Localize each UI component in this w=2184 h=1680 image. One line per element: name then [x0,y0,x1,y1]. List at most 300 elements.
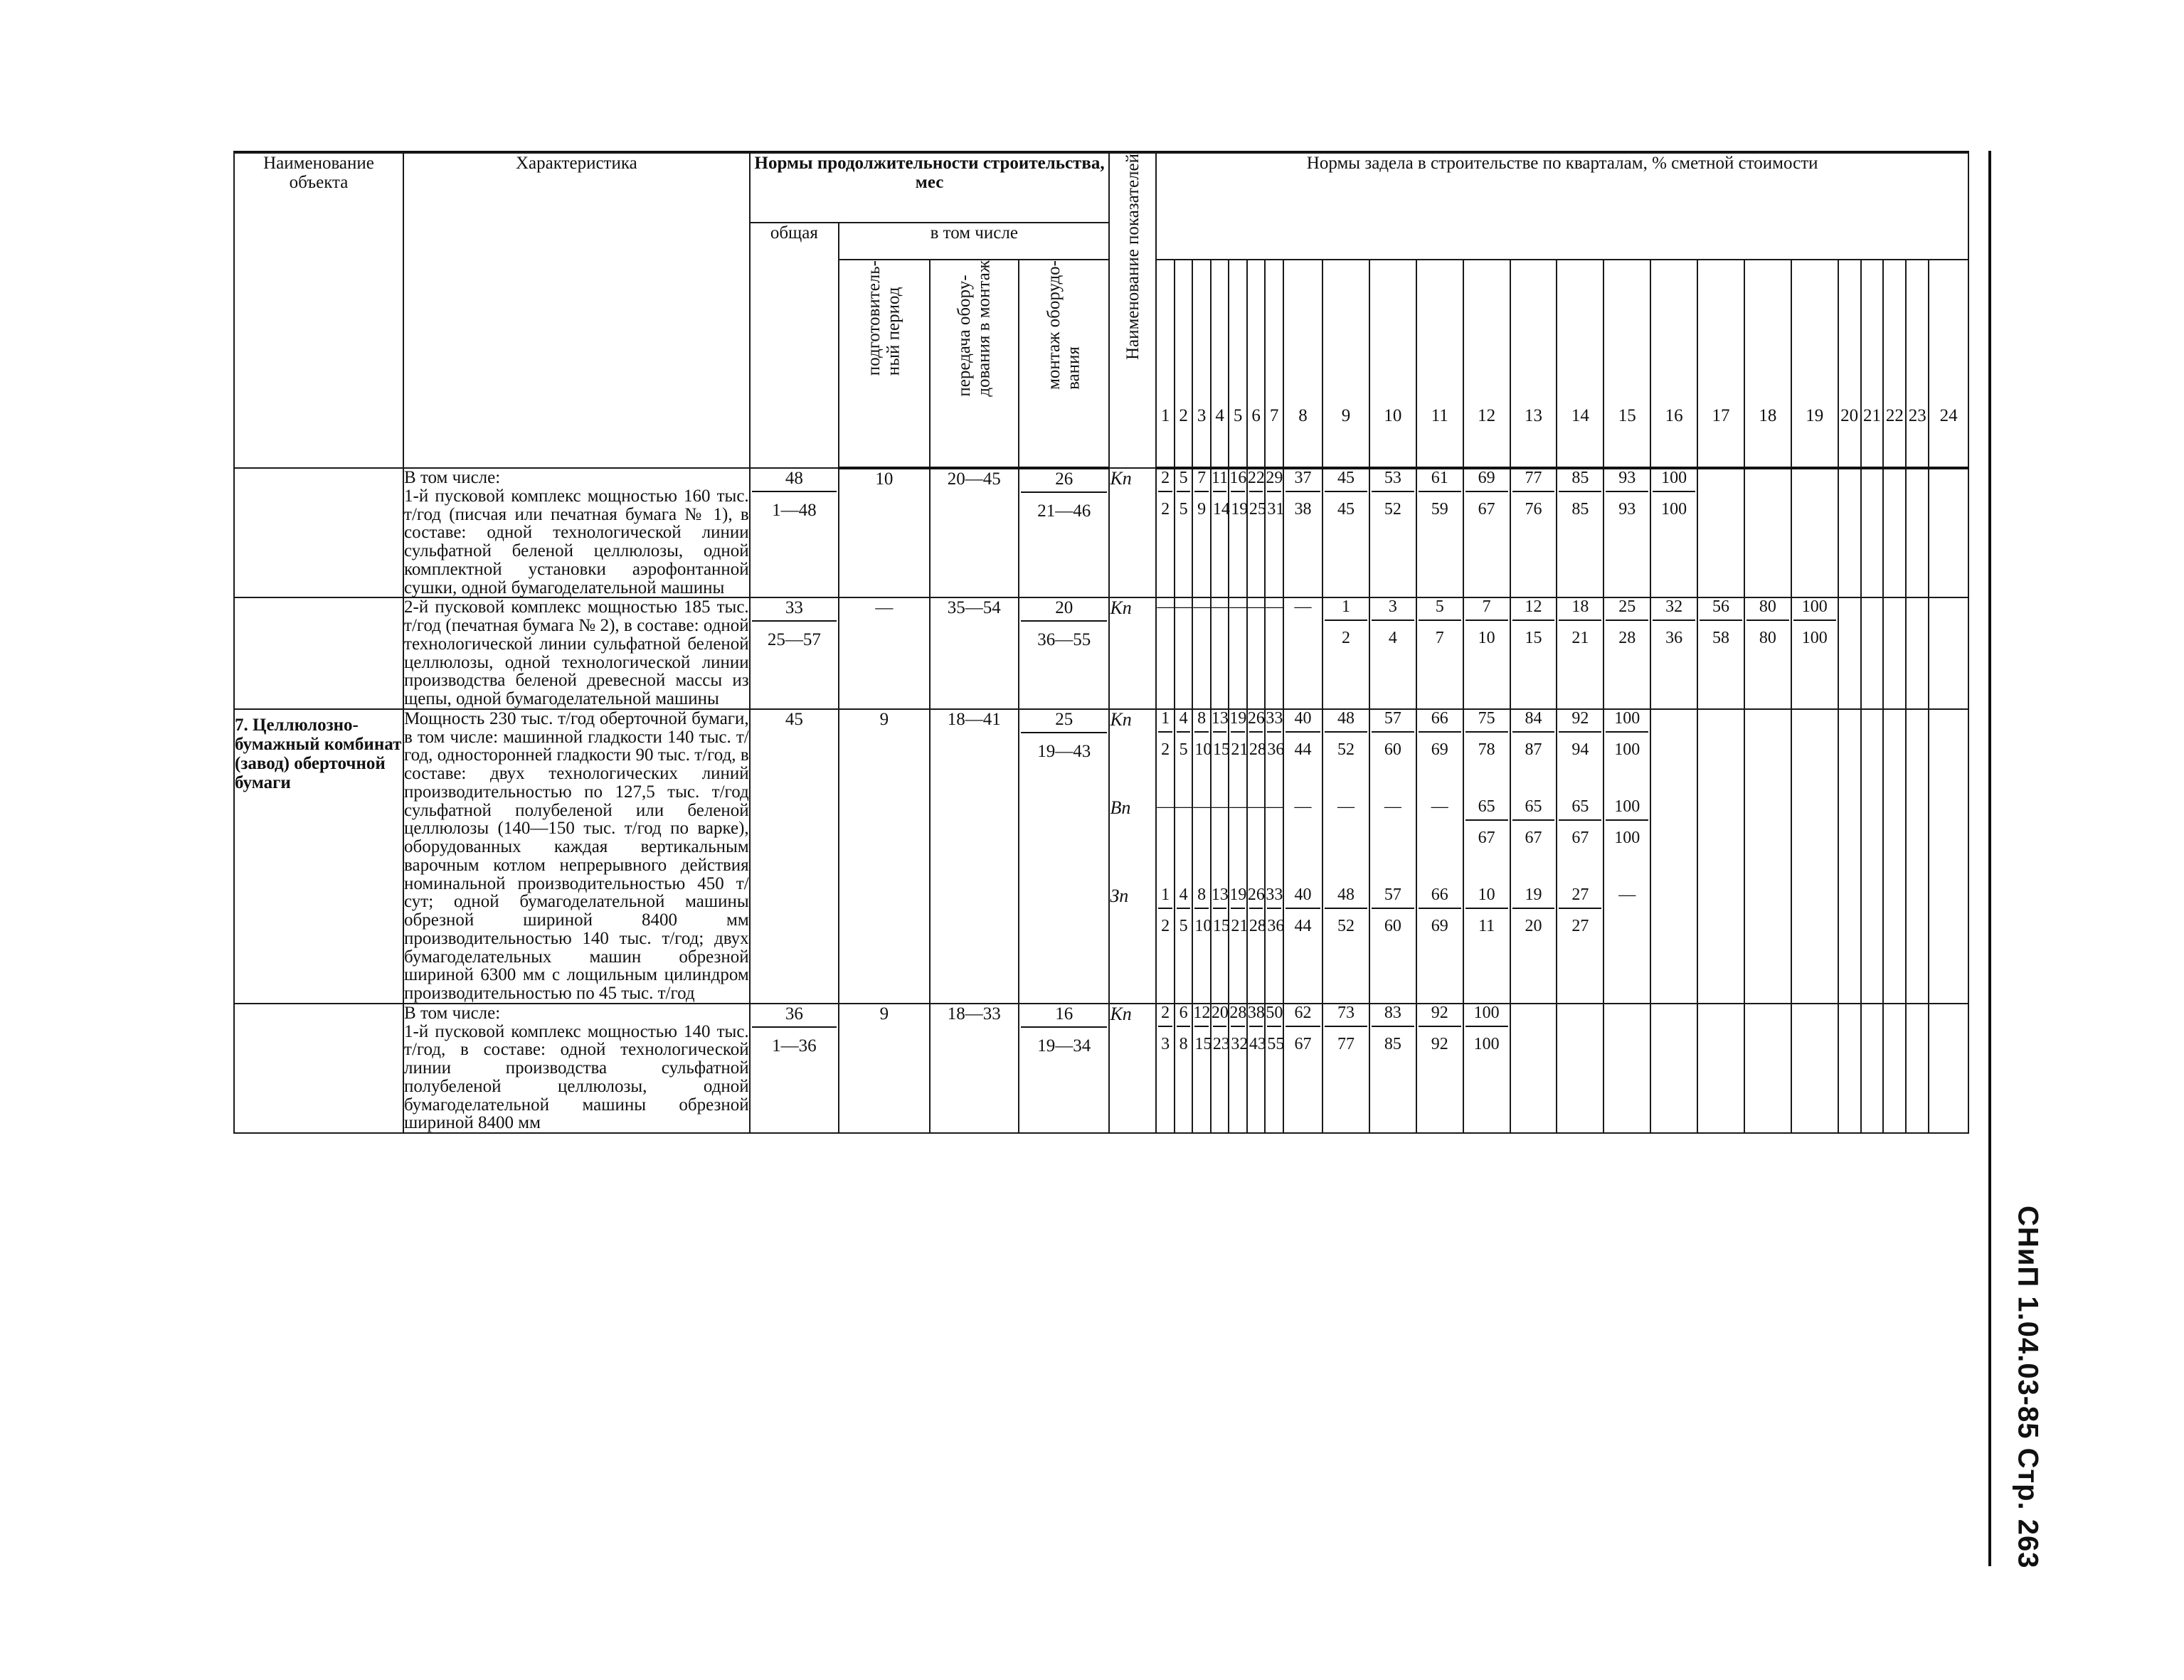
fraction-bottom: 100 [1793,620,1836,648]
indicator-values [1370,886,1416,974]
indicator-values [1323,469,1369,558]
quarter-value-20 [1838,1004,1861,1133]
quarter-header-11: 11 [1416,260,1463,468]
quarter-value-4 [1211,1004,1229,1133]
indicator-values [1557,469,1603,558]
header-prep-period: подготовитель- ный период [839,260,930,468]
indicator-values [1884,598,1905,686]
fraction-top: 84 [1525,708,1542,728]
indicator-values [1839,598,1860,686]
quarter-value-9 [1322,1004,1369,1133]
quarter-value-14 [1557,597,1603,709]
fraction-top: 69 [1478,469,1495,487]
indicator-values [1862,598,1883,686]
indicator-values [1323,1004,1369,1092]
header-characteristic: Характеристика [403,153,750,468]
fraction-top: — [1229,597,1247,617]
quarter-value-21 [1861,597,1884,709]
fraction-top: 16 [1229,469,1247,487]
fraction-bottom: 7 [1419,620,1461,648]
fraction-top: 75 [1478,708,1495,728]
indicator-values [1212,886,1229,974]
fraction-bottom: 85 [1559,491,1601,519]
indicator-values [1907,798,1928,886]
fraction-bottom: 36 [1267,731,1281,760]
fraction-top: — [1157,597,1175,617]
fraction-bottom: 67 [1465,491,1508,519]
fraction-top: 5 [1179,469,1188,487]
quarter-value-22 [1883,468,1906,597]
fraction-top: 83 [1384,1003,1401,1022]
fraction-top: 85 [1571,469,1589,487]
fraction-top: 20 [1211,1003,1229,1022]
quarter-value-19 [1791,597,1838,709]
prep-period-value: 10 [839,468,930,597]
indicator-values [1370,469,1416,558]
fraction-bottom: 94 [1559,731,1601,760]
equipment-install-value [1019,1004,1110,1133]
quarter-value-20 [1838,709,1861,1004]
equipment-transfer-value: 20—45 [930,468,1019,597]
indicator-values [1839,798,1860,886]
quarter-header-16: 16 [1650,260,1697,468]
quarter-value-17 [1697,709,1744,1004]
fraction-bottom: 43 [1249,1026,1263,1054]
fraction-bottom: 25 [1249,491,1263,519]
quarter-value-12 [1463,468,1510,597]
fraction-bottom: 100 [1465,1026,1508,1054]
indicator-values [1929,710,1968,798]
fraction-bottom: 76 [1512,491,1555,519]
fraction-bottom: 11 [1465,908,1508,936]
quarter-value-11 [1416,1004,1463,1133]
indicator-values [1698,1004,1744,1092]
quarter-value-22 [1883,709,1906,1004]
fraction-bottom: 44 [1286,731,1320,760]
indicator-values [1792,1004,1838,1092]
indicator-values [1229,708,1249,798]
quarter-header-5: 5 [1229,260,1247,468]
quarter-header-8: 8 [1283,260,1322,468]
indicator-values [1557,886,1603,974]
fraction-bottom: 36 [1653,620,1695,648]
indicator-values [1248,886,1265,974]
fraction-top: 1 [1342,597,1350,617]
fraction-bottom: 60 [1372,908,1414,936]
fraction-bottom: 4 [1372,620,1414,648]
quarter-value-12 [1463,1004,1510,1133]
fraction-top: 56 [1712,597,1729,617]
quarter-value-21 [1861,709,1884,1004]
fraction-bottom: 67 [1286,1026,1320,1054]
fraction-top: 48 [1337,885,1355,904]
fraction-bottom: 19—43 [1021,732,1108,761]
indicator-values [1229,598,1246,686]
quarter-value-2 [1175,597,1193,709]
fraction-top: — [1193,797,1211,816]
fraction-top: 66 [1431,708,1448,728]
indicator-values [1323,886,1369,974]
fraction-top: 62 [1294,1003,1312,1022]
fraction-bottom: 5 [1177,491,1191,519]
indicator-values [1792,886,1838,974]
indicator-values [1511,710,1557,798]
fraction-top: — [1384,797,1401,816]
fraction-top: 19 [1229,885,1247,904]
fraction-top: 3 [1388,597,1397,617]
quarter-value-4 [1211,709,1229,1004]
quarter-value-23 [1906,709,1929,1004]
indicator-values [1370,598,1416,686]
fraction-top: 65 [1571,797,1589,816]
indicator-values [1698,598,1744,686]
indicator-values [1229,798,1246,886]
quarter-value-2 [1175,468,1193,597]
table-row [234,709,1968,1004]
indicator-values [1862,886,1883,974]
indicator-names [1109,1004,1156,1133]
fraction-top: — [1266,597,1283,617]
fraction-top: 27 [1571,885,1589,904]
quarter-value-1 [1156,709,1175,1004]
quarter-value-18 [1744,597,1791,709]
indicator-values [1792,598,1838,686]
fraction-bottom: 19—34 [1021,1026,1108,1056]
fraction-bottom: 92 [1419,1026,1461,1054]
quarter-value-20 [1838,597,1861,709]
indicator-values [1907,1004,1928,1092]
fraction-top: 61 [1431,469,1448,487]
indicator-values [1417,598,1463,686]
quarter-value-24 [1929,709,1968,1004]
quarter-value-14 [1557,468,1603,597]
indicator-values [1417,710,1463,798]
quarter-header-9: 9 [1322,260,1369,468]
right-margin-rule [1988,151,1991,1566]
indicator-values [1193,598,1210,686]
fraction-top: 92 [1431,1003,1448,1022]
fraction-top: — [1294,797,1312,816]
fraction-bottom: 20 [1512,908,1555,936]
quarter-value-16 [1650,709,1697,1004]
indicator-values [1557,1004,1603,1092]
equipment-transfer-value: 18—41 [930,709,1019,1004]
quarter-value-10 [1369,597,1416,709]
fraction-bottom: 2 [1158,908,1172,936]
indicator-values [1212,798,1229,886]
indicator-values [1698,798,1744,886]
indicator-names [1109,468,1156,597]
indicator-values [1193,469,1210,558]
table-row [234,1004,1968,1133]
fraction-top: — [1193,597,1211,617]
indicator-values [1212,469,1229,558]
fraction-top: 33 [1266,885,1283,904]
equipment-install-value [1019,709,1110,1004]
indicator-values [1698,710,1744,798]
quarter-header-2: 2 [1175,260,1193,468]
fraction-top: — [1211,797,1229,816]
fraction-top: 22 [1247,469,1265,487]
header-including: в том числе [839,223,1109,260]
indicator-values [1907,710,1928,798]
fraction-top: 45 [1337,469,1355,487]
indicator-values [1284,798,1322,886]
quarter-value-2 [1175,1004,1193,1133]
fraction-bottom: 100 [1606,819,1648,848]
quarter-header-4: 4 [1211,260,1229,468]
fraction-bottom: 100 [1606,731,1648,760]
fraction-bottom: 36—55 [1021,620,1108,649]
fraction-bottom: 44 [1286,908,1320,936]
fraction-top: 2 [1161,469,1170,487]
indicator-values [1839,1004,1860,1092]
quarter-value-23 [1906,1004,1929,1133]
table-row [234,597,1968,709]
table-row [234,468,1968,597]
quarter-value-6 [1247,597,1266,709]
fraction-top: 19 [1229,708,1247,728]
indicator-values [1175,469,1192,558]
quarter-value-7 [1265,468,1283,597]
fraction-top: — [1618,885,1636,904]
quarter-value-16 [1650,1004,1697,1133]
fraction-top: 19 [1525,885,1542,904]
quarter-value-22 [1883,597,1906,709]
quarter-value-12 [1463,709,1510,1004]
fraction-top: 7 [1482,597,1491,617]
quarter-value-3 [1192,468,1211,597]
quarter-value-10 [1369,1004,1416,1133]
indicator-values [1464,1004,1510,1092]
indicator-values [1248,598,1265,686]
fraction-top: 13 [1211,708,1229,728]
quarter-value-12 [1463,597,1510,709]
fraction-bottom: 55 [1267,1026,1281,1054]
indicator-values [1651,1004,1697,1092]
quarter-header-7: 7 [1265,260,1283,468]
quarter-value-6 [1247,468,1266,597]
fraction-bottom: 19 [1231,491,1245,519]
fraction-top: — [1337,797,1355,816]
indicator-values [1284,886,1322,974]
indicator-values [1511,886,1557,974]
fraction-bottom: 67 [1559,819,1601,848]
indicator-label: Кп [1110,597,1132,619]
indicator-values [1464,598,1510,686]
fraction-bottom: 59 [1419,491,1461,519]
fraction-top: 18 [1571,597,1589,617]
fraction-bottom: 52 [1325,908,1367,936]
indicator-values [1929,798,1968,886]
fraction-top: 29 [1266,469,1283,487]
characteristic-text: 2-й пусковой комплекс мощностью 185 тыс. т/год (печатная бумага № 2), в составе: одной технологической линии сульфатной беленой целлюлозы, одной технологической линии производства беленой древесной массы из щепы, одной бумагоделательной машины [404,597,749,708]
indicator-values [1212,1004,1229,1092]
quarter-value-24 [1929,1004,1968,1133]
fraction-top: 80 [1759,597,1776,617]
equipment-install-value [1019,597,1110,709]
header-object-name: Наименование объекта [234,153,403,468]
quarter-value-18 [1744,709,1791,1004]
quarter-value-19 [1791,709,1838,1004]
fraction-bottom: 45 [1325,491,1367,519]
prep-period-value: 9 [839,1004,930,1133]
fraction-top: 26 [1055,469,1074,489]
quarter-value-10 [1369,709,1416,1004]
quarter-value-20 [1838,468,1861,597]
header-equipment-install: монтаж оборудо- вания [1019,260,1110,468]
fraction-bottom: 2 [1158,731,1172,760]
quarter-header-19: 19 [1791,260,1838,468]
indicator-values [1193,798,1210,886]
indicator-values [1884,1004,1905,1092]
indicator-values [1157,469,1174,558]
indicator-values [1417,1004,1463,1092]
indicator-values [1651,710,1697,798]
fraction-top: — [1211,597,1229,617]
indicator-values [1266,798,1283,886]
quarter-value-10 [1369,468,1416,597]
fraction-bottom: 31 [1267,491,1281,519]
indicator-values [1266,886,1283,974]
indicator-values [1417,469,1463,558]
quarter-value-13 [1510,597,1557,709]
indicator-values [1745,886,1791,974]
fraction-bottom: 3 [1158,1026,1172,1054]
indicator-values [1175,886,1192,974]
object-name: 7. Целлюлозно-бумажный комбинат (завод) оберточной бумаги [234,709,403,1004]
fraction-top: 12 [1193,1003,1211,1022]
indicator-values [1229,885,1249,974]
fraction-top: 100 [1473,1003,1500,1022]
fraction-bottom: 21 [1231,908,1245,936]
indicator-values [1229,469,1249,558]
fraction-bottom: 10 [1194,908,1209,936]
indicator-label: Зп [1110,885,1129,906]
quarter-value-13 [1510,1004,1557,1133]
quarter-value-17 [1697,468,1744,597]
fraction-bottom: 14 [1213,491,1227,519]
indicator-values [1557,798,1603,886]
indicator-values [1464,710,1510,798]
quarter-value-19 [1791,1004,1838,1133]
fraction-top: — [1175,597,1192,617]
fraction-top: 57 [1384,708,1401,728]
indicator-values [1157,798,1174,886]
fraction-top: 26 [1247,885,1265,904]
quarter-value-1 [1156,597,1175,709]
indicator-values [1792,798,1838,886]
quarter-header-15: 15 [1603,260,1650,468]
indicator-values [1266,469,1283,558]
indicator-values [1557,598,1603,686]
fraction-top: 16 [1055,1004,1074,1024]
fraction-top: 50 [1266,1003,1283,1022]
indicator-values [1884,886,1905,974]
quarter-value-2 [1175,709,1193,1004]
indicator-values [1792,469,1838,558]
indicator-values [1212,598,1229,686]
quarter-value-16 [1650,597,1697,709]
fraction-top: 40 [1294,885,1312,904]
characteristic-text: В том числе: 1-й пусковой комплекс мощностью 160 тыс. т/год (писчая или печатная бумага № 1), в составе: одной технологической линии сульфатной беленой целлюлозы, одной комплектной установки аэрофонтанной сушки, одной бумагоделательной машины [404,468,749,597]
indicator-label: Кп [1110,708,1132,730]
header-backlog-group: Нормы задела в строительстве по кварталам, % сметной стоимости [1156,153,1968,260]
indicator-values [1698,469,1744,558]
fraction-bottom: 25—57 [752,620,837,649]
indicator-values [1370,710,1416,798]
fraction-bottom: 28 [1249,731,1263,760]
quarter-value-22 [1883,1004,1906,1133]
indicator-values [1157,710,1174,798]
object-name [234,1004,403,1133]
indicator-values [1839,710,1860,798]
quarter-header-23: 23 [1906,260,1929,468]
quarter-value-23 [1906,597,1929,709]
indicator-values [1284,469,1322,558]
quarter-value-7 [1265,597,1283,709]
duration-total [750,1004,839,1133]
indicator-values [1284,710,1322,798]
fraction-top: — [1247,597,1265,617]
quarter-value-15 [1603,709,1650,1004]
fraction-top: 4 [1179,708,1188,728]
fraction-top: — [1266,797,1283,816]
indicator-values [1284,598,1322,686]
quarter-value-5 [1229,468,1247,597]
quarter-value-21 [1861,1004,1884,1133]
fraction-bottom: 5 [1177,731,1191,760]
fraction-top: 33 [1266,708,1283,728]
fraction-bottom: 2 [1325,620,1367,648]
indicator-values [1651,469,1697,558]
indicator-values [1464,886,1510,974]
fraction-bottom: 10 [1465,620,1508,648]
fraction-bottom: 15 [1213,731,1227,760]
header-duration-group: Нормы продолжительности строительства, мес [750,153,1110,223]
indicator-values [1839,886,1860,974]
indicator-label: Кп [1110,1003,1132,1024]
fraction-top: 1 [1161,885,1170,904]
fraction-top: 8 [1197,708,1207,728]
indicator-values [1193,1004,1210,1092]
quarter-value-23 [1906,468,1929,597]
quarter-value-8 [1283,597,1322,709]
quarter-value-9 [1322,709,1369,1004]
quarter-value-18 [1744,1004,1791,1133]
fraction-bottom: 15 [1213,908,1227,936]
quarter-value-7 [1265,1004,1283,1133]
fraction-top: 53 [1384,469,1401,487]
fraction-bottom: 1—48 [752,491,837,520]
indicator-values [1323,598,1369,686]
indicator-values [1604,1004,1650,1092]
fraction-bottom: 9 [1194,491,1209,519]
fraction-bottom: 28 [1249,908,1263,936]
indicator-values [1511,469,1557,558]
indicator-values [1266,598,1283,686]
quarter-header-20: 20 [1838,260,1861,468]
fraction-bottom: 77 [1325,1026,1367,1054]
quarter-value-8 [1283,468,1322,597]
quarter-value-8 [1283,709,1322,1004]
quarter-header-17: 17 [1697,260,1744,468]
quarter-header-13: 13 [1510,260,1557,468]
quarter-value-3 [1192,597,1211,709]
quarter-value-5 [1229,709,1247,1004]
fraction-bottom: 67 [1512,819,1555,848]
indicator-values [1511,798,1557,886]
